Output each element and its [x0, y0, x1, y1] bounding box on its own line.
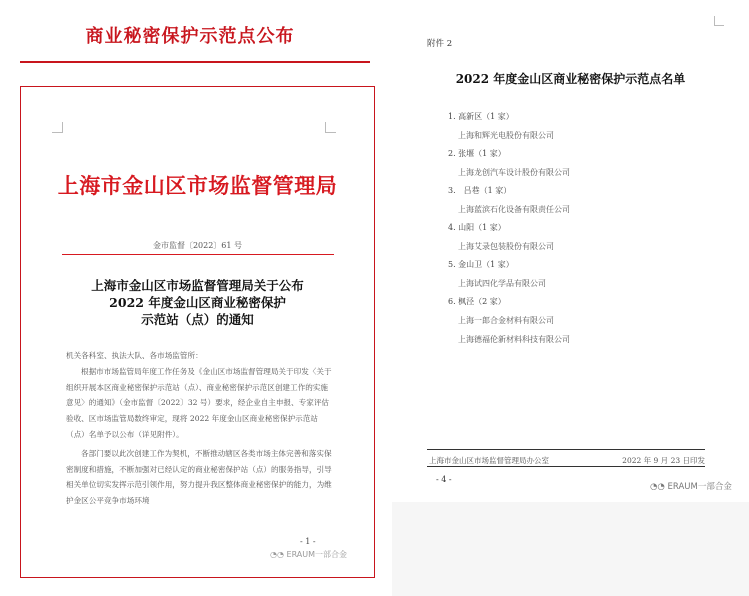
district-heading: 6. 枫泾（2 家）	[448, 297, 506, 306]
company-name: 上海蓝滨石化设备有限责任公司	[458, 205, 570, 214]
footer-date: 2022 年 9 月 23 日印发	[622, 456, 705, 465]
company-name: 上海龙创汽车设计股份有限公司	[458, 168, 570, 177]
section-header-title: 商业秘密保护示范点公布	[85, 26, 295, 47]
notice-title-line: 示范站（点）的通知	[141, 312, 254, 327]
red-divider	[62, 254, 334, 255]
demonstration-site-list	[448, 108, 738, 349]
issuing-agency-title: 上海市金山区市场监督管理局	[57, 173, 338, 198]
footer-issuer: 上海市金山区市场监督管理局办公室	[429, 456, 549, 465]
crop-mark	[52, 122, 63, 133]
watermark: ◔◔ ERAUM一部合金	[270, 550, 348, 559]
document-number: 金市监督〔2022〕61 号	[152, 241, 243, 250]
company-name: 上海和辉光电股份有限公司	[458, 131, 554, 140]
district-heading: 2. 张堰（1 家）	[448, 149, 506, 158]
footer-rule-bottom	[427, 466, 705, 467]
watermark: ◔◔ ERAUM一部合金	[650, 482, 732, 492]
company-name: 上海一郎合金材料有限公司	[458, 316, 554, 325]
company-name: 上海试四化学品有限公司	[458, 279, 546, 288]
page-number: - 1 -	[300, 537, 316, 546]
crop-mark	[325, 122, 336, 133]
wechat-icon: ◔◔	[270, 550, 287, 559]
annex-label: 附件 2	[427, 39, 453, 49]
footer-rule-top	[427, 449, 705, 450]
company-name: 上海艾录包装股份有限公司	[458, 242, 554, 251]
wechat-icon: ◔◔	[650, 482, 668, 492]
notice-title	[20, 277, 375, 328]
district-heading: 4. 山阳（1 家）	[448, 223, 506, 232]
notice-title-line: 上海市金山区市场监督管理局关于公布	[91, 278, 304, 293]
notice-body	[66, 348, 334, 509]
notice-title-line: 2022 年度金山区商业秘密保护	[109, 295, 286, 310]
crop-mark	[714, 16, 724, 26]
district-heading: 3. 吕巷（1 家）	[448, 186, 512, 195]
body-paragraph: 根据市市场监管局年度工作任务及《金山区市场监督管理局关于印发〈关于组织开展本区商业秘密保护示范站（点）、商业秘密保护示范区创建工作的实施意见〉的通知》（金市监督〔2022〕32 号）要求，经企业自主申报、专家评估验收、区市场监管局数终审定，现将 2022 年度金山区商业秘密保护示范站（点）名单予以公布（详见附件）。	[66, 366, 332, 439]
district-heading: 1. 高新区（1 家）	[448, 112, 514, 121]
district-heading: 5. 金山卫（1 家）	[448, 260, 514, 269]
salutation: 机关各科室、执法大队、各市场监管所：	[66, 351, 203, 360]
company-name: 上海德福伦新材料科技有限公司	[458, 335, 570, 344]
list-title: 2022 年度金山区商业秘密保护示范点名单	[455, 72, 686, 86]
body-paragraph: 各部门要以此次创建工作为契机，不断推动辖区各类市场主体完善和落实保密制度和措施，不断加强对已经认定的商业秘密保护站（点）的服务指导，引导相关单位切实发挥示范引领作用，努力提升我区整体商业秘密保护的能力，为维护金区公平竞争市场环境	[66, 448, 332, 506]
page-number: - 4 -	[436, 475, 452, 484]
header-divider	[20, 61, 370, 63]
footer	[429, 455, 705, 466]
